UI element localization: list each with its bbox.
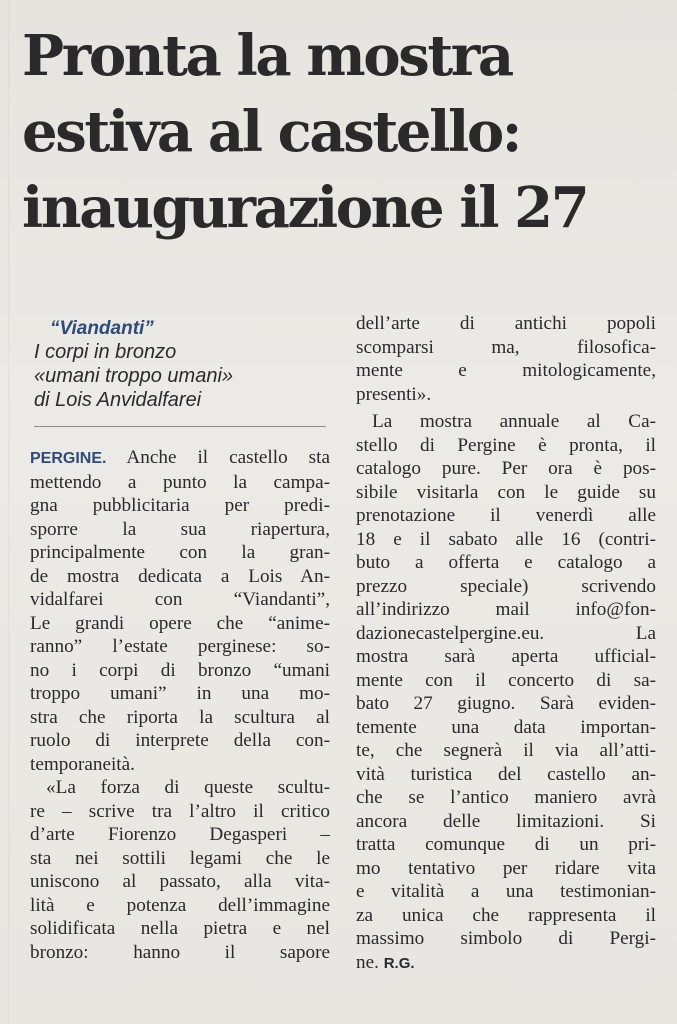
dateline: PERGINE.	[30, 450, 107, 467]
body-text: ne.	[356, 951, 384, 973]
body-line: e vitalità a una testimonian-	[356, 881, 656, 902]
body-line: temente una data importan-	[356, 716, 656, 738]
article-body-right	[356, 312, 656, 975]
body-line: stello di Pergine è pronta, il	[356, 434, 656, 456]
subtitle-line: «umani troppo umani»	[34, 365, 234, 387]
body-line	[30, 446, 330, 471]
body-line: mente con il concerto di sa-	[356, 669, 656, 691]
page-fold-shadow	[8, 0, 10, 1024]
headline-line: Pronta la mostra	[22, 23, 512, 89]
body-line: no i corpi di bronzo “umani	[30, 659, 330, 681]
body-line: «La forza di queste scultu-	[46, 777, 330, 798]
body-line: La mostra annuale al Ca-	[372, 411, 656, 432]
body-line: solidificata nella pietra e nel	[30, 918, 330, 939]
body-line: troppo umani” in una mo-	[30, 683, 330, 704]
body-line: vità turistica del castello an-	[356, 763, 656, 785]
body-line: d’arte Fiorenzo Degasperi –	[30, 824, 330, 845]
divider	[34, 426, 326, 427]
subtitle-line: I corpi in bronzo	[34, 341, 177, 363]
author-signature: R.G.	[383, 954, 415, 972]
body-line: ancora delle limitazioni. Si	[356, 810, 656, 832]
body-line: dell’arte di antichi popoli	[356, 313, 656, 334]
body-line: vidalfarei con “Viandanti”,	[30, 589, 330, 610]
headline-line: estiva al castello:	[22, 99, 521, 165]
body-line: za unica che rappresenta il	[356, 904, 656, 926]
body-line: de mostra dedicata a Lois An-	[30, 565, 330, 587]
body-line: tratta comunque di un pri-	[356, 834, 656, 855]
headline	[22, 18, 672, 246]
body-line: temporaneità.	[30, 753, 135, 775]
body-line: massimo simbolo di Pergi-	[356, 928, 656, 949]
body-line: te, che segnerà il via all’atti-	[356, 740, 656, 761]
body-line: mostra sarà aperta ufficial-	[356, 646, 656, 667]
body-line: catalogo pure. Per ora è pos-	[356, 458, 656, 479]
body-line: sta nei sottili legami che le	[30, 847, 330, 869]
body-line: re – scrive tra l’altro il critico	[30, 800, 330, 822]
body-line: lità e potenza dell’immagine	[30, 894, 330, 916]
kicker: “Viandanti”	[50, 318, 154, 339]
body-line: 18 e il sabato alle 16 (contri-	[356, 528, 656, 550]
body-line: prezzo speciale) scrivendo	[356, 575, 656, 597]
body-line: sporre la sua riapertura,	[30, 518, 330, 540]
body-line: che se l’antico maniero avrà	[356, 787, 656, 808]
subtitle-line: di Lois Anvidalfarei	[34, 389, 202, 411]
body-line: dazionecastelpergine.eu. La	[356, 622, 656, 644]
body-line: ruolo di interprete della con-	[30, 730, 330, 751]
subtitle	[34, 340, 330, 412]
body-line: sibile visitarla con le guide su	[356, 481, 656, 503]
body-line: uniscono al passato, alla vita-	[30, 871, 330, 892]
body-line: prenotazione il venerdì alle	[356, 505, 656, 526]
article-body-left	[30, 446, 330, 964]
body-line: ranno” l’estate perginese: so-	[30, 636, 330, 657]
body-line: mo tentativo per ridare vita	[356, 857, 656, 879]
body-line: stra che riporta la scultura al	[30, 706, 330, 728]
column-right	[356, 312, 656, 975]
headline-line: inaugurazione il 27	[22, 175, 588, 241]
body-line: mente e mitologicamente,	[356, 360, 656, 381]
body-line: bronzo: hanno il sapore	[30, 941, 330, 963]
body-line: all’indirizzo mail info@fon-	[356, 599, 656, 620]
body-line: Le grandi opere che “anime-	[30, 612, 330, 634]
body-line: presenti».	[356, 383, 432, 405]
column-left	[30, 318, 330, 964]
body-line: buto a offerta e catalogo a	[356, 552, 656, 573]
body-line: gna pubblicitaria per predi-	[30, 495, 330, 516]
body-line: bato 27 giugno. Sarà eviden-	[356, 693, 656, 714]
body-line	[356, 951, 656, 976]
body-line: scomparsi ma, filosofica-	[356, 336, 656, 358]
body-line: principalmente con la gran-	[30, 542, 330, 563]
body-line: mettendo a punto la campa-	[30, 471, 330, 493]
body-text: Anche il castello sta	[106, 447, 330, 468]
